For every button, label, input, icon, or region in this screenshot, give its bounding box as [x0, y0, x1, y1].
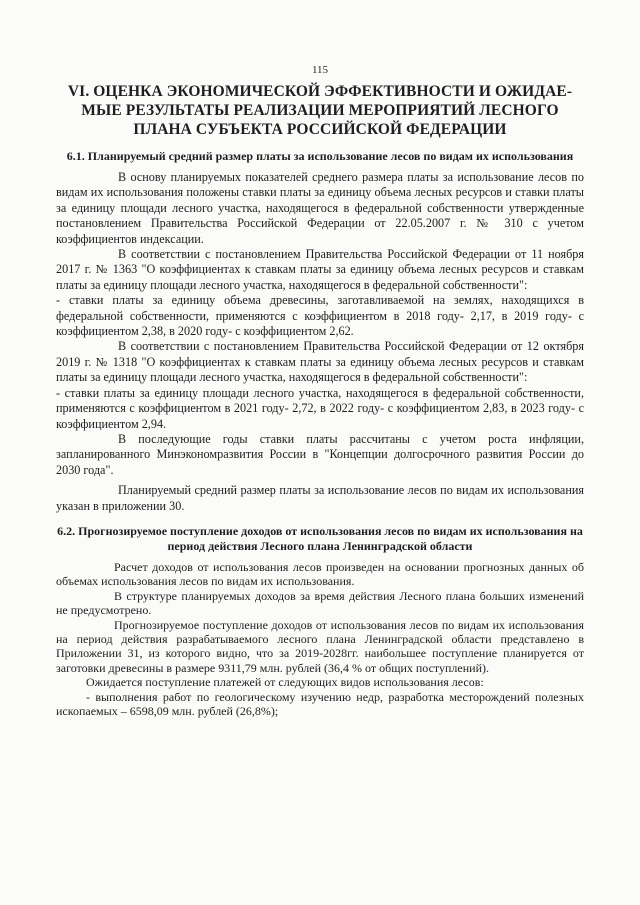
paragraph: Ожидается поступление платежей от следующих видов использования лесов: [86, 675, 484, 690]
paragraph: Прогнозируемое поступление доходов от использования лесов по видам их использования на период действия разрабатываемого лесного плана Ленинградской области представлено в Приложении 31, из которого видно, что за 2019-2028гг. наибольшее поступление планируется от заготовки древесины в размере 9311,79 млн. рублей (36,4 % от общих поступлений). [56, 617, 584, 675]
section-heading-6-2: 6.2. Прогнозируемое поступление доходов от использования лесов по видам их использования на период действия Лесного плана Ленинградской области [57, 523, 583, 553]
section-heading-6-1: 6.1. Планируемый средний размер платы за использование лесов по видам их использования [66, 149, 574, 163]
section-6-2 [56, 524, 584, 718]
list-item: - ставки платы за единицу площади лесного участка, находящегося в федеральной собственности, применяются с коэффициентом в 2021 году- 2,72, в 2022 году- с коэффициентом 2,83, в 2023 году- с коэффициентом 2,94. [56, 385, 584, 431]
paragraph: Планируемый средний размер платы за использование лесов по видам их использования указан в приложении 30. [56, 483, 584, 513]
paragraph: В соответствии с постановлением Правительства Российской Федерации от 12 октября 2019 г. № 1318 "О коэффициентах к ставкам платы за единицу объема лесных ресурсов и ставкам платы за единицу площади лесного участка, находящегося в федеральной собственности": [56, 339, 584, 385]
paragraph: В последующие годы ставки платы рассчитаны с учетом роста инфляции, запланированного Минэкономразвития России в "Концепции долгосрочного развития России до 2030 года". [56, 431, 584, 477]
list-item: - выполнения работ по геологическому изучению недр, разработка месторождений полезных ископаемых – 6598,09 млн. рублей (26,8%); [56, 689, 584, 718]
paragraph: Расчет доходов от использования лесов произведен на основании прогнозных данных об объемах использования лесов по видам их использования. [56, 559, 584, 589]
paragraph: В соответствии с постановлением Правительства Российской Федерации от 11 ноября 2017 г. № 1363 "О коэффициентах к ставкам платы за единицу объема лесных ресурсов и ставкам платы за единицу площади лесного участка, находящегося в федеральной собственности": [56, 247, 584, 292]
page-title: VI. ОЦЕНКА ЭКОНОМИЧЕСКОЙ ЭФФЕКТИВНОСТИ И ОЖИДАЕ-МЫЕ РЕЗУЛЬТАТЫ РЕАЛИЗАЦИИ МЕРОПРИЯТИЙ ЛЕСНОГО ПЛАНА СУБЪЕКТА РОССИЙСКОЙ ФЕДЕРАЦИИ [67, 83, 573, 138]
paragraph: В структуре планируемых доходов за время действия Лесного плана больших изменений не предусмотрено. [56, 588, 584, 618]
list-item: - ставки платы за единицу объема древесины, заготавливаемой на землях, находящихся в федеральной собственности, применяются с коэффициентом в 2018 году- 2,17, в 2019 году- с коэффициентом 2,38, в 2020 году- с коэффициентом 2,62. [56, 293, 584, 339]
section-6-1 [56, 149, 584, 514]
page-number: 115 [311, 64, 329, 76]
paragraph: В основу планируемых показателей среднего размера платы за использование лесов по видам их использования положены ставки платы за единицу объема лесных ресурсов и ставки платы за единицу площади лесного участка, находящегося в федеральной собственности утвержденные постановлением Правительства Российской Федерации от 22.05.2007 г. № 310 с учетом коэффициентов индексации. [56, 170, 584, 246]
